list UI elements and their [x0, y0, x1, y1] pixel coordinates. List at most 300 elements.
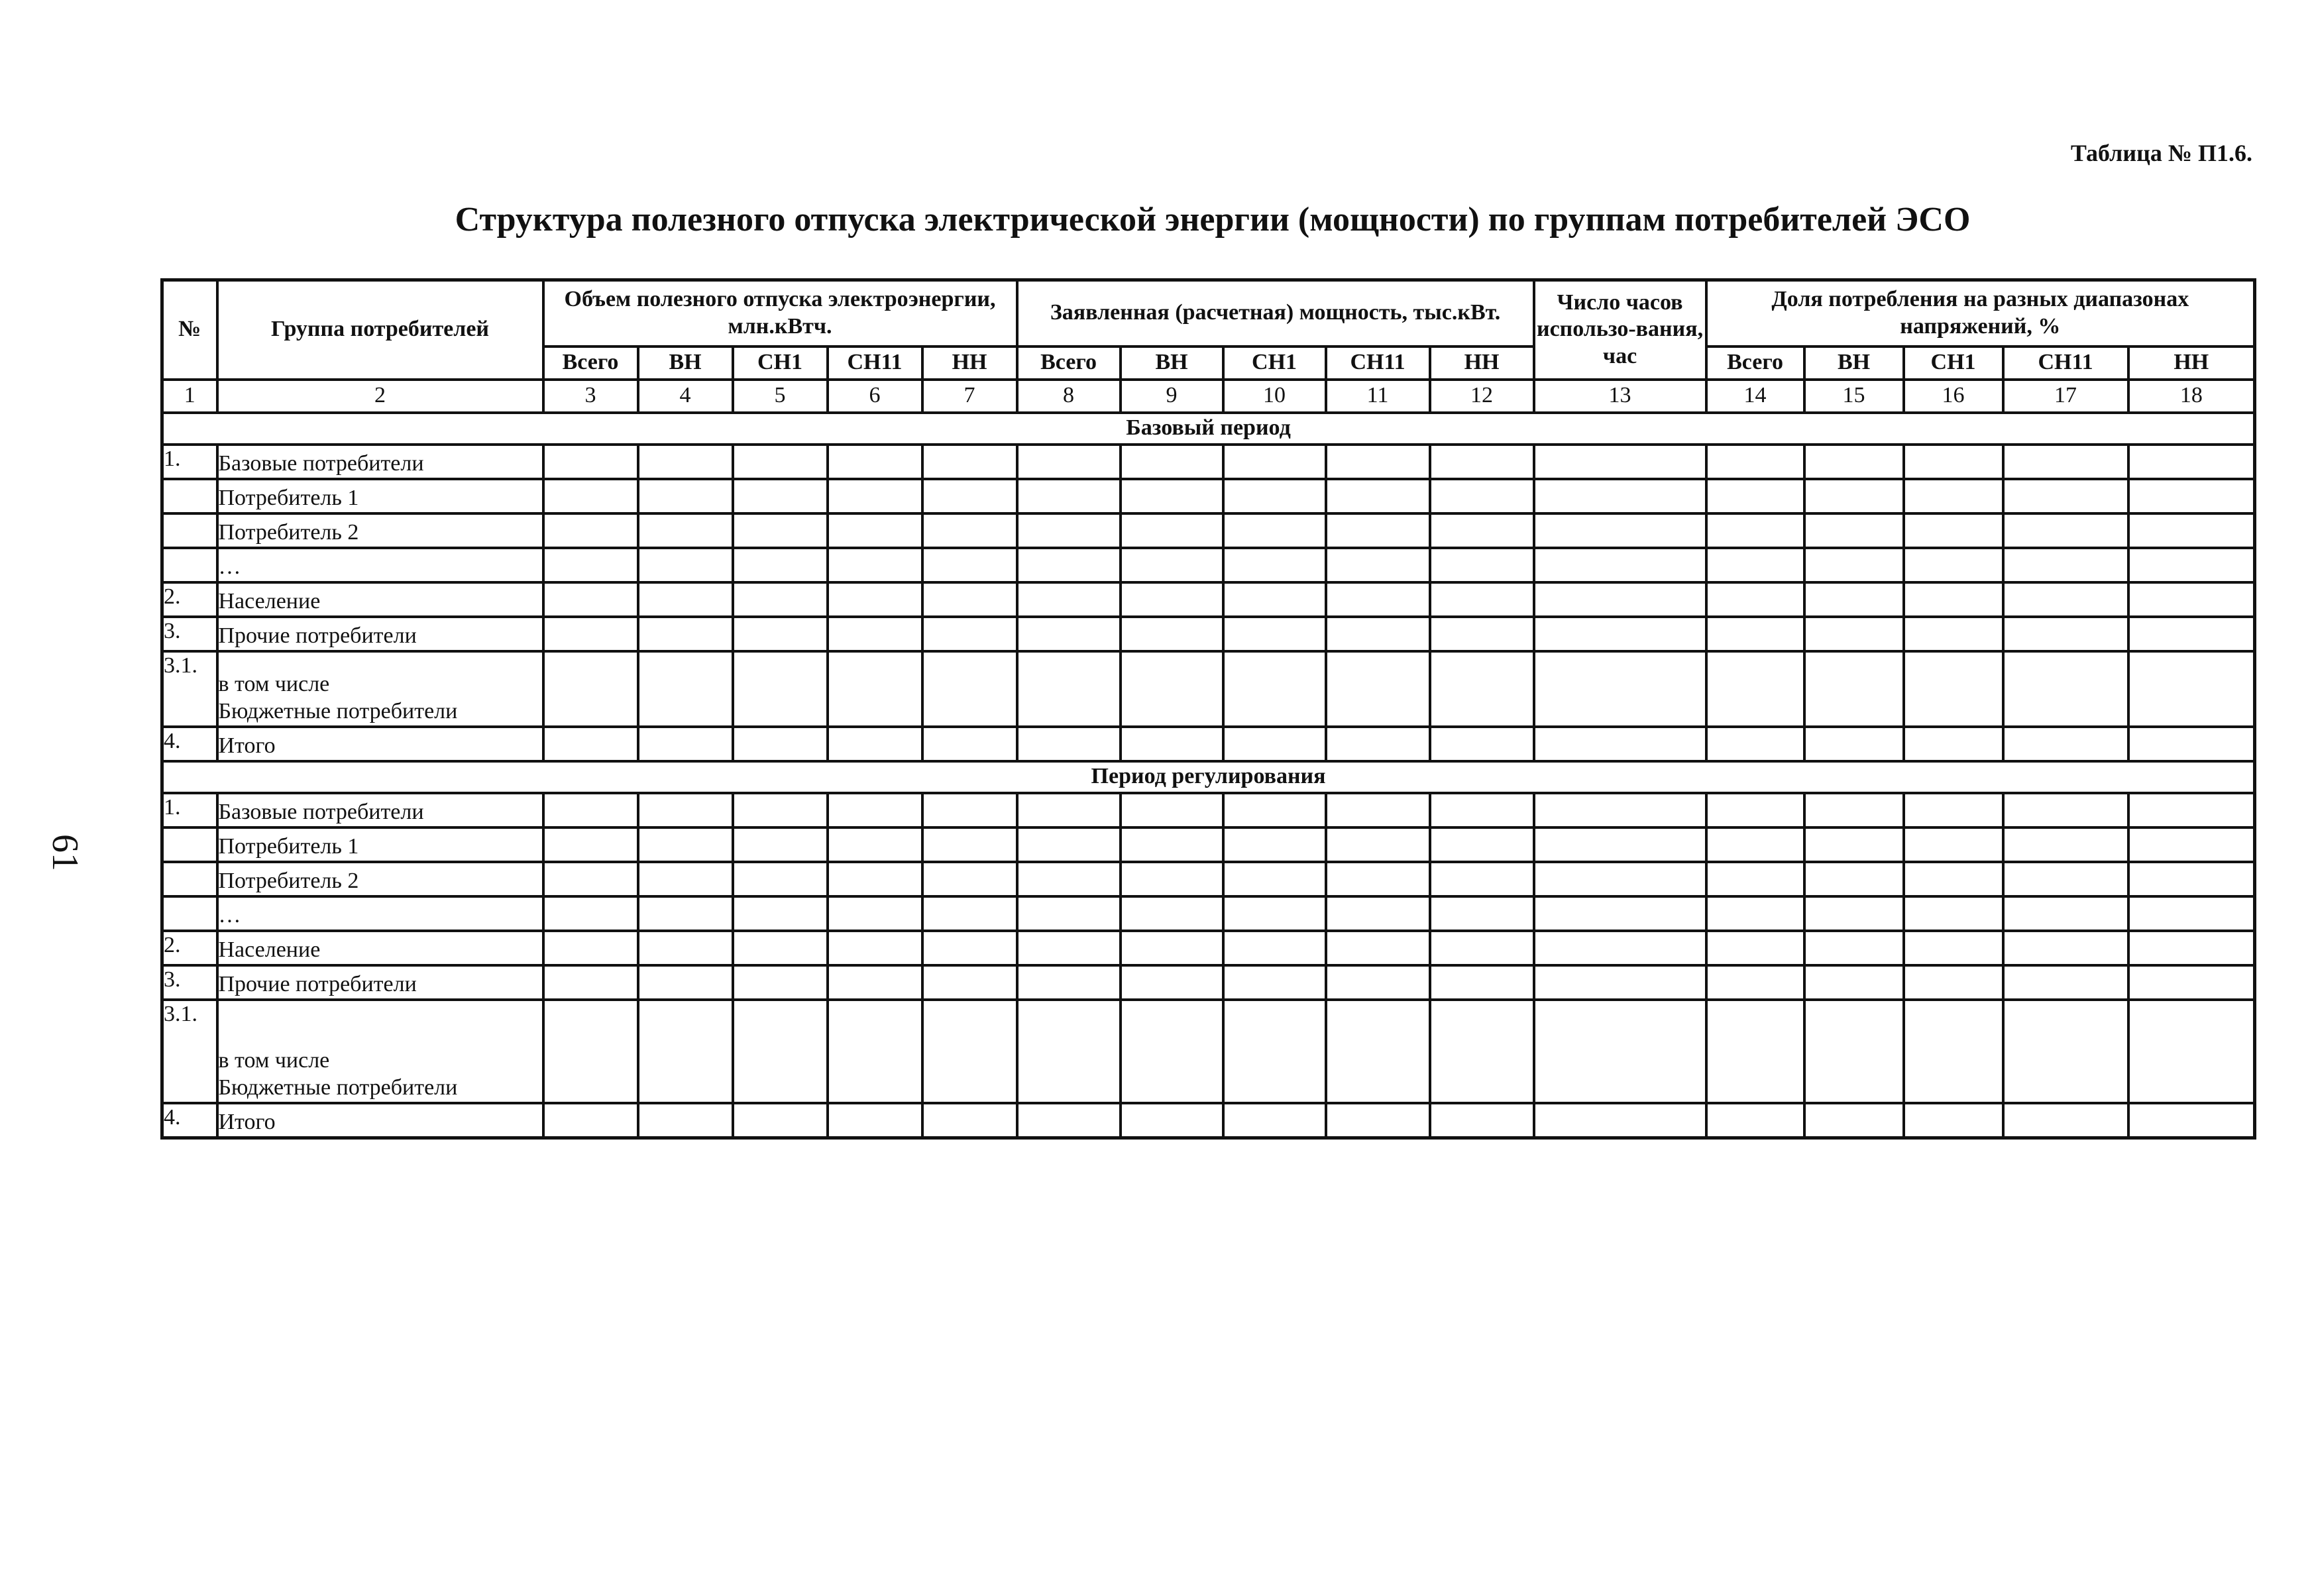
- empty-cell[interactable]: [1706, 513, 1804, 548]
- empty-cell[interactable]: [1223, 582, 1326, 617]
- empty-cell[interactable]: [1326, 827, 1430, 862]
- empty-cell[interactable]: [1904, 827, 2003, 862]
- empty-cell[interactable]: [1223, 896, 1326, 931]
- empty-cell[interactable]: [828, 582, 922, 617]
- empty-cell[interactable]: [1121, 931, 1223, 965]
- row-number: 1.: [162, 793, 217, 827]
- table-row: [162, 1000, 2255, 1103]
- empty-cell[interactable]: [922, 445, 1017, 479]
- empty-cell[interactable]: [1904, 896, 2003, 931]
- empty-cell[interactable]: [1017, 445, 1121, 479]
- row-name: Итого: [217, 727, 543, 761]
- empty-cell[interactable]: [922, 1103, 1017, 1138]
- empty-cell[interactable]: [1706, 931, 1804, 965]
- empty-cell[interactable]: [638, 513, 733, 548]
- empty-cell[interactable]: [1121, 1103, 1223, 1138]
- table-row: [162, 1103, 2255, 1138]
- empty-cell[interactable]: [733, 513, 828, 548]
- empty-cell[interactable]: [1121, 896, 1223, 931]
- empty-cell[interactable]: [1017, 965, 1121, 1000]
- empty-cell[interactable]: [1804, 727, 1904, 761]
- empty-cell[interactable]: [828, 727, 922, 761]
- row-name-line: Бюджетные потребители: [218, 698, 458, 723]
- empty-cell[interactable]: [1904, 727, 2003, 761]
- empty-cell[interactable]: [638, 1000, 733, 1103]
- empty-cell[interactable]: [922, 1000, 1017, 1103]
- empty-cell[interactable]: [2003, 896, 2128, 931]
- empty-cell[interactable]: [1904, 513, 2003, 548]
- empty-cell[interactable]: [638, 827, 733, 862]
- empty-cell[interactable]: [1804, 896, 1904, 931]
- empty-cell[interactable]: [2128, 617, 2255, 651]
- empty-cell[interactable]: [638, 1103, 733, 1138]
- empty-cell[interactable]: [828, 617, 922, 651]
- empty-cell[interactable]: [733, 965, 828, 1000]
- empty-cell[interactable]: [2003, 582, 2128, 617]
- empty-cell[interactable]: [638, 617, 733, 651]
- empty-cell[interactable]: [638, 931, 733, 965]
- empty-cell[interactable]: [1430, 513, 1534, 548]
- empty-cell[interactable]: [1804, 548, 1904, 582]
- empty-cell[interactable]: [543, 651, 638, 727]
- section-row: [162, 413, 2255, 445]
- empty-cell[interactable]: [733, 862, 828, 896]
- empty-cell[interactable]: [733, 1000, 828, 1103]
- empty-cell[interactable]: [1804, 582, 1904, 617]
- header-volume-nn: НН: [922, 346, 1017, 380]
- empty-cell[interactable]: [1804, 1103, 1904, 1138]
- header-share-vn: ВН: [1804, 346, 1904, 380]
- empty-cell[interactable]: [1804, 617, 1904, 651]
- row-number: [162, 827, 217, 862]
- empty-cell[interactable]: [1534, 445, 1706, 479]
- empty-cell[interactable]: [1017, 1000, 1121, 1103]
- empty-cell[interactable]: [1706, 479, 1804, 513]
- empty-cell[interactable]: [1804, 793, 1904, 827]
- empty-cell[interactable]: [828, 793, 922, 827]
- empty-cell[interactable]: [1706, 1000, 1804, 1103]
- row-number: [162, 896, 217, 931]
- header-power-nn: НН: [1430, 346, 1534, 380]
- empty-cell[interactable]: [2128, 827, 2255, 862]
- empty-cell[interactable]: [2128, 793, 2255, 827]
- empty-cell[interactable]: [1223, 727, 1326, 761]
- empty-cell[interactable]: [733, 896, 828, 931]
- table-row: [162, 827, 2255, 862]
- empty-cell[interactable]: [1534, 1103, 1706, 1138]
- empty-cell[interactable]: [1017, 827, 1121, 862]
- empty-cell[interactable]: [1904, 582, 2003, 617]
- empty-cell[interactable]: [1326, 1000, 1430, 1103]
- empty-cell[interactable]: [1904, 965, 2003, 1000]
- row-name: Потребитель 1: [217, 479, 543, 513]
- empty-cell[interactable]: [2003, 862, 2128, 896]
- empty-cell[interactable]: [2128, 582, 2255, 617]
- empty-cell[interactable]: [543, 862, 638, 896]
- empty-cell[interactable]: [1326, 793, 1430, 827]
- empty-cell[interactable]: [1430, 896, 1534, 931]
- row-name: Потребитель 2: [217, 513, 543, 548]
- empty-cell[interactable]: [1706, 896, 1804, 931]
- empty-cell[interactable]: [733, 445, 828, 479]
- column-number: 18: [2128, 380, 2255, 413]
- empty-cell[interactable]: [1121, 479, 1223, 513]
- header-group: Группа потребителей: [217, 280, 543, 380]
- empty-cell[interactable]: [1326, 445, 1430, 479]
- empty-cell[interactable]: [922, 548, 1017, 582]
- empty-cell[interactable]: [543, 827, 638, 862]
- empty-cell[interactable]: [1121, 651, 1223, 727]
- empty-cell[interactable]: [2128, 931, 2255, 965]
- empty-cell[interactable]: [1223, 445, 1326, 479]
- empty-cell[interactable]: [1534, 965, 1706, 1000]
- empty-cell[interactable]: [2128, 862, 2255, 896]
- empty-cell[interactable]: [1017, 727, 1121, 761]
- empty-cell[interactable]: [1223, 548, 1326, 582]
- empty-cell[interactable]: [1223, 1103, 1326, 1138]
- column-number: 17: [2003, 380, 2128, 413]
- empty-cell[interactable]: [1430, 862, 1534, 896]
- empty-cell[interactable]: [828, 931, 922, 965]
- empty-cell[interactable]: [1430, 727, 1534, 761]
- empty-cell[interactable]: [543, 896, 638, 931]
- empty-cell[interactable]: [1706, 965, 1804, 1000]
- empty-cell[interactable]: [543, 513, 638, 548]
- empty-cell[interactable]: [1534, 479, 1706, 513]
- empty-cell[interactable]: [1326, 617, 1430, 651]
- empty-cell[interactable]: [2003, 479, 2128, 513]
- empty-cell[interactable]: [543, 445, 638, 479]
- table-row: [162, 651, 2255, 727]
- empty-cell[interactable]: [2128, 1000, 2255, 1103]
- data-table: [160, 278, 2256, 1140]
- empty-cell[interactable]: [1326, 965, 1430, 1000]
- empty-cell[interactable]: [1706, 727, 1804, 761]
- empty-cell[interactable]: [1706, 827, 1804, 862]
- empty-cell[interactable]: [1706, 862, 1804, 896]
- empty-cell[interactable]: [1534, 896, 1706, 931]
- row-name: Прочие потребители: [217, 617, 543, 651]
- empty-cell[interactable]: [828, 827, 922, 862]
- column-number: 16: [1904, 380, 2003, 413]
- table-row: [162, 479, 2255, 513]
- empty-cell[interactable]: [1804, 445, 1904, 479]
- column-numbers-row: [162, 380, 2255, 413]
- empty-cell[interactable]: [1121, 548, 1223, 582]
- empty-cell[interactable]: [1706, 1103, 1804, 1138]
- empty-cell[interactable]: [828, 896, 922, 931]
- empty-cell[interactable]: [1121, 617, 1223, 651]
- row-number: 3.1.: [162, 651, 217, 727]
- empty-cell[interactable]: [1534, 548, 1706, 582]
- empty-cell[interactable]: [1706, 651, 1804, 727]
- empty-cell[interactable]: [2128, 651, 2255, 727]
- empty-cell[interactable]: [1534, 513, 1706, 548]
- empty-cell[interactable]: [733, 793, 828, 827]
- empty-cell[interactable]: [1326, 582, 1430, 617]
- row-name: Прочие потребители: [217, 965, 543, 1000]
- empty-cell[interactable]: [1121, 862, 1223, 896]
- empty-cell[interactable]: [922, 513, 1017, 548]
- empty-cell[interactable]: [1706, 582, 1804, 617]
- empty-cell[interactable]: [1904, 931, 2003, 965]
- empty-cell[interactable]: [1430, 479, 1534, 513]
- empty-cell[interactable]: [1804, 479, 1904, 513]
- empty-cell[interactable]: [922, 793, 1017, 827]
- empty-cell[interactable]: [1804, 513, 1904, 548]
- empty-cell[interactable]: [543, 965, 638, 1000]
- empty-cell[interactable]: [1706, 445, 1804, 479]
- empty-cell[interactable]: [1534, 727, 1706, 761]
- empty-cell[interactable]: [543, 727, 638, 761]
- empty-cell[interactable]: [1706, 793, 1804, 827]
- empty-cell[interactable]: [638, 727, 733, 761]
- empty-cell[interactable]: [2128, 965, 2255, 1000]
- empty-cell[interactable]: [828, 651, 922, 727]
- empty-cell[interactable]: [1804, 965, 1904, 1000]
- row-name: …: [217, 896, 543, 931]
- empty-cell[interactable]: [828, 965, 922, 1000]
- empty-cell[interactable]: [1121, 1000, 1223, 1103]
- empty-cell[interactable]: [1326, 896, 1430, 931]
- empty-cell[interactable]: [922, 727, 1017, 761]
- empty-cell[interactable]: [1017, 896, 1121, 931]
- empty-cell[interactable]: [543, 1103, 638, 1138]
- empty-cell[interactable]: [1904, 862, 2003, 896]
- empty-cell[interactable]: [1534, 617, 1706, 651]
- table-row: [162, 617, 2255, 651]
- empty-cell[interactable]: [1804, 862, 1904, 896]
- empty-cell[interactable]: [1326, 513, 1430, 548]
- table-row: [162, 513, 2255, 548]
- empty-cell[interactable]: [2003, 965, 2128, 1000]
- empty-cell[interactable]: [828, 479, 922, 513]
- empty-cell[interactable]: [1017, 793, 1121, 827]
- empty-cell[interactable]: [1904, 479, 2003, 513]
- empty-cell[interactable]: [1534, 931, 1706, 965]
- empty-cell[interactable]: [1904, 1103, 2003, 1138]
- empty-cell[interactable]: [2003, 513, 2128, 548]
- empty-cell[interactable]: [1223, 965, 1326, 1000]
- empty-cell[interactable]: [1804, 931, 1904, 965]
- empty-cell[interactable]: [733, 931, 828, 965]
- empty-cell[interactable]: [1904, 548, 2003, 582]
- empty-cell[interactable]: [1904, 617, 2003, 651]
- empty-cell[interactable]: [1326, 727, 1430, 761]
- empty-cell[interactable]: [543, 931, 638, 965]
- empty-cell[interactable]: [543, 479, 638, 513]
- empty-cell[interactable]: [1904, 651, 2003, 727]
- empty-cell[interactable]: [2003, 931, 2128, 965]
- table-row: [162, 548, 2255, 582]
- empty-cell[interactable]: [638, 896, 733, 931]
- empty-cell[interactable]: [733, 827, 828, 862]
- empty-cell[interactable]: [638, 793, 733, 827]
- empty-cell[interactable]: [1904, 1000, 2003, 1103]
- table-row: [162, 965, 2255, 1000]
- empty-cell[interactable]: [922, 479, 1017, 513]
- empty-cell[interactable]: [638, 965, 733, 1000]
- row-number: 3.: [162, 617, 217, 651]
- empty-cell[interactable]: [543, 582, 638, 617]
- empty-cell[interactable]: [2128, 727, 2255, 761]
- empty-cell[interactable]: [1223, 931, 1326, 965]
- empty-cell[interactable]: [1121, 513, 1223, 548]
- empty-cell[interactable]: [922, 931, 1017, 965]
- empty-cell[interactable]: [2003, 445, 2128, 479]
- empty-cell[interactable]: [733, 617, 828, 651]
- empty-cell[interactable]: [2128, 896, 2255, 931]
- empty-cell[interactable]: [1017, 479, 1121, 513]
- header-volume-total: Всего: [543, 346, 638, 380]
- empty-cell[interactable]: [1223, 479, 1326, 513]
- empty-cell[interactable]: [1430, 827, 1534, 862]
- empty-cell[interactable]: [1326, 651, 1430, 727]
- empty-cell[interactable]: [1223, 793, 1326, 827]
- empty-cell[interactable]: [1223, 1000, 1326, 1103]
- empty-cell[interactable]: [1430, 651, 1534, 727]
- empty-cell[interactable]: [1534, 1000, 1706, 1103]
- empty-cell[interactable]: [543, 617, 638, 651]
- header-share-total: Всего: [1706, 346, 1804, 380]
- empty-cell[interactable]: [1904, 793, 2003, 827]
- empty-cell[interactable]: [1121, 965, 1223, 1000]
- empty-cell[interactable]: [1326, 479, 1430, 513]
- empty-cell[interactable]: [1430, 793, 1534, 827]
- empty-cell[interactable]: [1223, 862, 1326, 896]
- empty-cell[interactable]: [1017, 513, 1121, 548]
- empty-cell[interactable]: [828, 548, 922, 582]
- empty-cell[interactable]: [922, 965, 1017, 1000]
- empty-cell[interactable]: [1430, 445, 1534, 479]
- empty-cell[interactable]: [2128, 513, 2255, 548]
- empty-cell[interactable]: [733, 479, 828, 513]
- row-number: 3.1.: [162, 1000, 217, 1103]
- empty-cell[interactable]: [2128, 445, 2255, 479]
- empty-cell[interactable]: [2003, 827, 2128, 862]
- header-share-sn1: СН1: [1904, 346, 2003, 380]
- empty-cell[interactable]: [1326, 931, 1430, 965]
- empty-cell[interactable]: [1326, 862, 1430, 896]
- empty-cell[interactable]: [1017, 582, 1121, 617]
- empty-cell[interactable]: [1534, 827, 1706, 862]
- empty-cell[interactable]: [638, 445, 733, 479]
- empty-cell[interactable]: [828, 1000, 922, 1103]
- empty-cell[interactable]: [1534, 862, 1706, 896]
- empty-cell[interactable]: [1326, 548, 1430, 582]
- empty-cell[interactable]: [543, 793, 638, 827]
- empty-cell[interactable]: [1706, 548, 1804, 582]
- empty-cell[interactable]: [1017, 931, 1121, 965]
- empty-cell[interactable]: [733, 727, 828, 761]
- empty-cell[interactable]: [1804, 651, 1904, 727]
- empty-cell[interactable]: [2003, 617, 2128, 651]
- empty-cell[interactable]: [2003, 793, 2128, 827]
- empty-cell[interactable]: [1121, 582, 1223, 617]
- empty-cell[interactable]: [1534, 582, 1706, 617]
- empty-cell[interactable]: [1223, 651, 1326, 727]
- empty-cell[interactable]: [2003, 651, 2128, 727]
- empty-cell[interactable]: [1534, 793, 1706, 827]
- empty-cell[interactable]: [638, 582, 733, 617]
- empty-cell[interactable]: [543, 1000, 638, 1103]
- empty-cell[interactable]: [1430, 548, 1534, 582]
- empty-cell[interactable]: [733, 651, 828, 727]
- empty-cell[interactable]: [922, 582, 1017, 617]
- row-name-line: Бюджетные потребители: [218, 1075, 458, 1100]
- empty-cell[interactable]: [2128, 479, 2255, 513]
- empty-cell[interactable]: [2128, 1103, 2255, 1138]
- column-number: 3: [543, 380, 638, 413]
- empty-cell[interactable]: [1706, 617, 1804, 651]
- empty-cell[interactable]: [828, 445, 922, 479]
- empty-cell[interactable]: [1223, 513, 1326, 548]
- empty-cell[interactable]: [1430, 617, 1534, 651]
- empty-cell[interactable]: [1534, 651, 1706, 727]
- empty-cell[interactable]: [2003, 548, 2128, 582]
- empty-cell[interactable]: [733, 582, 828, 617]
- empty-cell[interactable]: [1121, 793, 1223, 827]
- header-volume-sn11: СН11: [828, 346, 922, 380]
- empty-cell[interactable]: [1121, 445, 1223, 479]
- empty-cell[interactable]: [1326, 1103, 1430, 1138]
- row-name-line: в том числе: [218, 1047, 330, 1073]
- empty-cell[interactable]: [1430, 931, 1534, 965]
- empty-cell[interactable]: [1121, 727, 1223, 761]
- empty-cell[interactable]: [922, 617, 1017, 651]
- empty-cell[interactable]: [1017, 862, 1121, 896]
- empty-cell[interactable]: [2003, 1103, 2128, 1138]
- empty-cell[interactable]: [922, 862, 1017, 896]
- empty-cell[interactable]: [2003, 727, 2128, 761]
- empty-cell[interactable]: [733, 548, 828, 582]
- empty-cell[interactable]: [922, 827, 1017, 862]
- empty-cell[interactable]: [1121, 827, 1223, 862]
- empty-cell[interactable]: [2128, 548, 2255, 582]
- empty-cell[interactable]: [1904, 445, 2003, 479]
- row-number: [162, 548, 217, 582]
- empty-cell[interactable]: [543, 548, 638, 582]
- empty-cell[interactable]: [1430, 582, 1534, 617]
- empty-cell[interactable]: [638, 479, 733, 513]
- empty-cell[interactable]: [922, 896, 1017, 931]
- empty-cell[interactable]: [638, 651, 733, 727]
- empty-cell[interactable]: [1804, 1000, 1904, 1103]
- empty-cell[interactable]: [1804, 827, 1904, 862]
- empty-cell[interactable]: [733, 1103, 828, 1138]
- empty-cell[interactable]: [828, 862, 922, 896]
- empty-cell[interactable]: [1430, 965, 1534, 1000]
- empty-cell[interactable]: [1430, 1103, 1534, 1138]
- empty-cell[interactable]: [1017, 651, 1121, 727]
- row-number: 4.: [162, 727, 217, 761]
- empty-cell[interactable]: [828, 513, 922, 548]
- empty-cell[interactable]: [2003, 1000, 2128, 1103]
- empty-cell[interactable]: [1017, 1103, 1121, 1138]
- empty-cell[interactable]: [828, 1103, 922, 1138]
- column-number: 2: [217, 380, 543, 413]
- empty-cell[interactable]: [638, 862, 733, 896]
- empty-cell[interactable]: [1223, 617, 1326, 651]
- column-number: 15: [1804, 380, 1904, 413]
- row-number: [162, 862, 217, 896]
- empty-cell[interactable]: [1430, 1000, 1534, 1103]
- empty-cell[interactable]: [1017, 548, 1121, 582]
- empty-cell[interactable]: [1017, 617, 1121, 651]
- empty-cell[interactable]: [922, 651, 1017, 727]
- empty-cell[interactable]: [1223, 827, 1326, 862]
- empty-cell[interactable]: [638, 548, 733, 582]
